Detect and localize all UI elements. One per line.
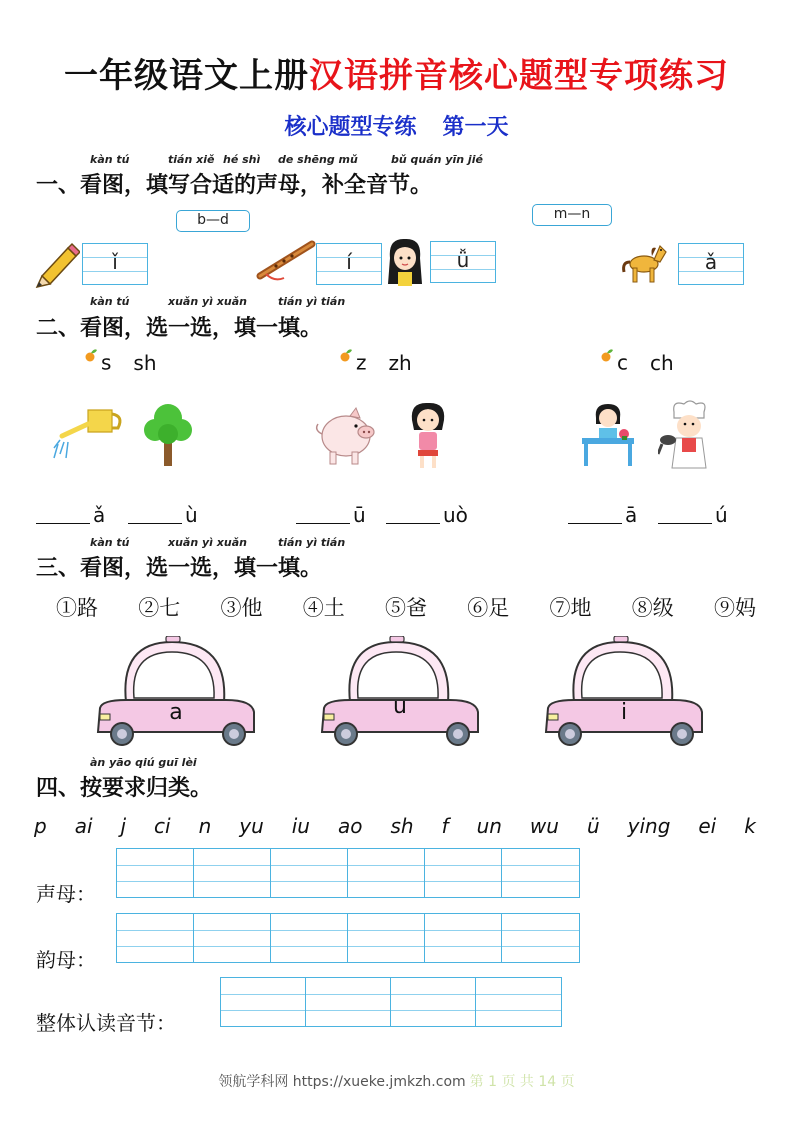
pinyin-annotation: kàn tú xyxy=(90,536,130,549)
syllable: yu xyxy=(239,814,264,838)
syllable: ci xyxy=(154,814,171,838)
box-final: ǚ xyxy=(456,248,470,272)
char-option: ③他 xyxy=(220,596,263,620)
watering-can-icon xyxy=(52,402,124,464)
pinyin-annotation: bǔ quán yīn jié xyxy=(391,153,483,166)
girl-icon xyxy=(384,236,426,288)
flute-icon xyxy=(256,238,316,282)
syllable: k xyxy=(744,814,756,838)
footer xyxy=(0,1071,793,1091)
pinyin-annotation: tián xiě xyxy=(168,153,215,166)
pinyin-annotation: xuǎn yì xuǎn xyxy=(168,295,247,308)
girl-sitting-icon xyxy=(406,400,450,470)
blank-final: ā xyxy=(625,503,638,527)
subtitle-part1: 核心题型专练 xyxy=(284,114,417,140)
title-part1: 一年级语文上册 xyxy=(64,56,309,96)
blank-final: ú xyxy=(715,503,728,527)
option-a: z xyxy=(356,350,367,375)
car-final: i xyxy=(620,700,628,725)
leaf-icon xyxy=(600,348,614,362)
option-b: sh xyxy=(133,350,157,375)
blank-final: uò xyxy=(443,503,468,527)
section4-heading: 四、按要求归类。 xyxy=(36,775,213,801)
pinyin-annotation: àn yāo qiú guī lèi xyxy=(90,756,197,769)
syllable: un xyxy=(476,814,502,838)
grid-cell[interactable] xyxy=(117,849,194,897)
leaf-icon xyxy=(84,348,98,362)
tree-icon xyxy=(142,398,194,468)
syllable: n xyxy=(198,814,212,838)
horse-icon xyxy=(620,238,668,286)
option-a: c xyxy=(617,350,628,375)
blank-line[interactable] xyxy=(296,503,366,527)
initials-label: 声母： xyxy=(36,882,96,906)
pinyin-annotation: de shēng mǔ xyxy=(278,153,358,166)
grid-cell[interactable] xyxy=(391,978,476,1026)
girl-at-table-icon xyxy=(578,402,638,468)
syllable: iu xyxy=(291,814,310,838)
answer-box[interactable] xyxy=(430,241,496,283)
syllable-list xyxy=(34,814,756,838)
box-final: í xyxy=(346,250,352,274)
car-final: u xyxy=(393,694,407,719)
char-option: ④土 xyxy=(302,596,345,620)
option-b: zh xyxy=(388,350,412,375)
grid-cell[interactable] xyxy=(271,914,348,962)
syllable: ying xyxy=(627,814,671,838)
syllable: ei xyxy=(698,814,717,838)
char-option: ①路 xyxy=(56,596,98,620)
syllable: f xyxy=(441,814,449,838)
car-i[interactable] xyxy=(540,636,708,748)
pinyin-annotation: kàn tú xyxy=(90,153,130,166)
blank-line[interactable] xyxy=(128,503,198,527)
option-b: ch xyxy=(650,350,674,375)
box-final: ǎ xyxy=(704,250,718,274)
page-title xyxy=(0,48,793,97)
page-subtitle xyxy=(0,110,793,141)
answer-box[interactable] xyxy=(82,243,148,285)
grid-cell[interactable] xyxy=(271,849,348,897)
option-a: s xyxy=(101,350,112,375)
pinyin-annotation: hé shì xyxy=(223,153,261,166)
syllable: sh xyxy=(390,814,414,838)
char-option: ②七 xyxy=(138,596,181,620)
whole-syllables-label: 整体认读音节： xyxy=(36,1011,176,1035)
chef-icon xyxy=(658,400,718,470)
subtitle-part2: 第一天 xyxy=(442,114,509,140)
syllable: ü xyxy=(586,814,600,838)
blank-line[interactable] xyxy=(658,503,728,527)
pinyin-annotation: xuǎn yì xuǎn xyxy=(168,536,247,549)
grid-cell[interactable] xyxy=(306,978,391,1026)
blank-line[interactable] xyxy=(386,503,468,527)
footer-text: 领航学科网 https://xueke.jmkzh.com xyxy=(218,1074,466,1090)
char-option: ⑤爸 xyxy=(385,596,427,620)
pinyin-annotation: tián yì tián xyxy=(278,295,346,308)
grid-cell[interactable] xyxy=(348,849,425,897)
grid-cell[interactable] xyxy=(502,914,579,962)
grid-cell[interactable] xyxy=(348,914,425,962)
answer-box[interactable] xyxy=(316,243,382,285)
car-icon xyxy=(92,636,260,748)
grid-cell[interactable] xyxy=(194,849,271,897)
finals-label: 韵母： xyxy=(36,948,96,972)
syllable: ai xyxy=(74,814,93,838)
grid-cell[interactable] xyxy=(502,849,579,897)
car-final: a xyxy=(169,700,183,725)
hint-box-bd: b—d xyxy=(176,210,250,232)
page-number: 第 1 页 共 14 页 xyxy=(469,1074,575,1090)
syllable: ao xyxy=(337,814,363,838)
car-icon xyxy=(540,636,708,748)
grid-cell[interactable] xyxy=(194,914,271,962)
char-option: ⑥足 xyxy=(467,596,510,620)
blank-final: ǎ xyxy=(93,503,106,527)
blank-final: ū xyxy=(353,503,366,527)
whole-syllables-grid[interactable] xyxy=(220,977,562,1027)
finals-grid[interactable] xyxy=(116,913,580,963)
leaf-icon xyxy=(339,348,353,362)
option-group xyxy=(84,348,157,375)
section2-heading: 二、看图，选一选，填一填。 xyxy=(36,315,323,341)
box-final: ǐ xyxy=(112,250,118,274)
blank-line[interactable] xyxy=(568,503,637,527)
title-part2: 汉语拼音核心题型专项练习 xyxy=(309,56,729,96)
char-option: ⑨妈 xyxy=(714,596,756,620)
hint-box-mn: m—n xyxy=(532,204,612,226)
pinyin-annotation: kàn tú xyxy=(90,295,130,308)
blank-line[interactable] xyxy=(36,503,105,527)
option-group xyxy=(339,348,412,375)
grid-cell[interactable] xyxy=(425,849,502,897)
pig-icon xyxy=(312,400,382,468)
section1-heading: 一、看图，填写合适的声母，补全音节。 xyxy=(36,172,433,198)
pinyin-annotation: tián yì tián xyxy=(278,536,346,549)
option-group xyxy=(600,348,674,375)
syllable: j xyxy=(120,814,127,838)
grid-cell[interactable] xyxy=(221,978,306,1026)
grid-cell[interactable] xyxy=(425,914,502,962)
character-options xyxy=(56,592,756,622)
answer-box[interactable] xyxy=(678,243,744,285)
syllable: p xyxy=(34,814,47,838)
car-icon xyxy=(316,636,484,748)
section3-heading: 三、看图，选一选，填一填。 xyxy=(36,555,323,581)
grid-cell[interactable] xyxy=(117,914,194,962)
pencil-icon xyxy=(34,240,80,288)
car-u[interactable] xyxy=(316,636,484,748)
syllable: wu xyxy=(529,814,559,838)
char-option: ⑦地 xyxy=(549,596,592,620)
initials-grid[interactable] xyxy=(116,848,580,898)
char-option: ⑧级 xyxy=(631,596,674,620)
grid-cell[interactable] xyxy=(476,978,561,1026)
blank-final: ù xyxy=(185,503,198,527)
car-a[interactable] xyxy=(92,636,260,748)
